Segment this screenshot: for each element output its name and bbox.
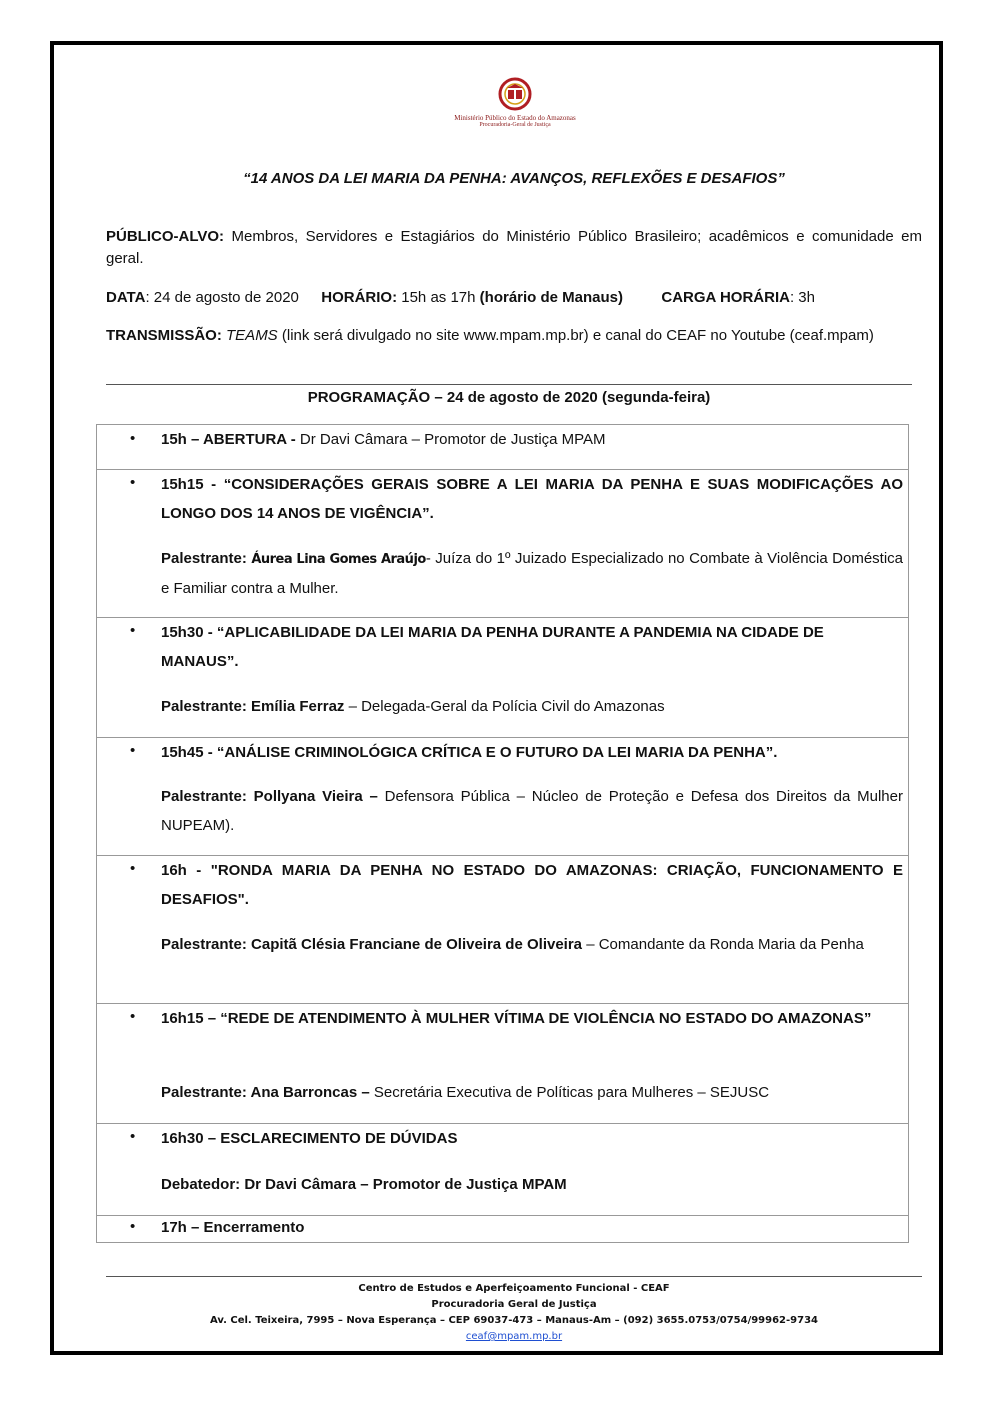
footer (106, 1281, 922, 1345)
bullet: • (130, 1008, 136, 1025)
item-heading: 15h15 - “CONSIDERAÇÕES GERAIS SOBRE A LEI MARIA DA PENHA E SUAS MODIFICAÇÕES AO LONGO DOS 14 ANOS DE VIGÊNCIA”. (161, 476, 903, 522)
speaker-name: Áurea Lina Gomes Araújo (251, 552, 426, 567)
speaker-line (161, 692, 903, 721)
bullet: • (130, 1128, 136, 1145)
publico-label: PÚBLICO-ALVO: (106, 228, 225, 245)
item-heading: 16h30 – ESCLARECIMENTO DE DÚVIDAS (161, 1130, 458, 1147)
item-heading: 15h – ABERTURA - (161, 431, 296, 448)
horario-note: (horário de Manaus) (479, 289, 624, 306)
data-value: : 24 de agosto de 2020 (145, 289, 299, 306)
speaker-line (161, 544, 903, 603)
speaker-label: Palestrante: Ana Barroncas – (161, 1084, 370, 1101)
speaker-role: – Comandante da Ronda Maria da Penha (582, 936, 864, 953)
speaker-role: Secretária Executiva de Políticas para Mulheres – SEJUSC (369, 1084, 770, 1101)
item-heading: 15h30 - “APLICABILIDADE DA LEI MARIA DA PENHA DURANTE A PANDEMIA NA CIDADE DE MANAUS”. (161, 624, 824, 670)
publico-text: Membros, Servidores e Estagiários do Ministério Público Brasileiro; acadêmicos e comunidade em geral. (106, 228, 922, 267)
speaker-line (161, 782, 903, 840)
divider (106, 384, 912, 385)
event-title: “14 ANOS DA LEI MARIA DA PENHA: AVANÇOS, REFLEXÕES E DESAFIOS” (243, 170, 785, 187)
speaker-label: Palestrante: (161, 550, 247, 567)
speaker-role: - Juíza do 1º Juizado Especializado no Combate à Violência Doméstica e Familiar contra a Mulher. (161, 550, 904, 597)
footer-divider (106, 1276, 922, 1277)
bullet: • (130, 742, 136, 759)
schedule-row (97, 470, 908, 618)
header-logo (440, 76, 590, 140)
speaker-label: Palestrante: Pollyana Vieira – (161, 788, 378, 805)
bullet: • (130, 474, 136, 491)
logo-org-sub: Procuradoria-Geral de Justiça (479, 122, 551, 128)
speaker-line (161, 1078, 903, 1107)
speaker-line (161, 930, 903, 959)
speaker-role: Defensora Pública – Núcleo de Proteção e Defesa dos Direitos da Mulher NUPEAM). (161, 788, 903, 834)
schedule-table (96, 424, 909, 1243)
item-heading: 16h - "RONDA MARIA DA PENHA NO ESTADO DO AMAZONAS: CRIAÇÃO, FUNCIONAMENTO E DESAFIOS". (161, 862, 903, 908)
publico-alvo (106, 226, 922, 270)
programacao-title: PROGRAMAÇÃO – 24 de agosto de 2020 (segunda-feira) (307, 389, 711, 406)
carga-value: : 3h (789, 289, 815, 306)
item-heading: 15h45 - “ANÁLISE CRIMINOLÓGICA CRÍTICA E O FUTURO DA LEI MARIA DA PENHA”. (161, 744, 778, 761)
schedule-row (97, 1216, 908, 1243)
footer-address: Av. Cel. Teixeira, 7995 – Nova Esperança – CEP 69037-473 – Manaus-Am – (092) 3655.0753/0754/99962-9734 (210, 1315, 818, 1326)
bullet: • (130, 430, 136, 447)
footer-email-link[interactable]: ceaf@mpam.mp.br (465, 1331, 563, 1342)
speaker-role: – Delegada-Geral da Polícia Civil do Amazonas (344, 698, 665, 715)
schedule-row (97, 738, 908, 856)
transmissao (106, 325, 922, 347)
bullet: • (130, 1218, 136, 1235)
carga-label: CARGA HORÁRIA (661, 289, 790, 306)
mpam-seal-icon (495, 76, 535, 112)
speaker-label: Palestrante: Capitã Clésia Franciane de Oliveira de Oliveira (161, 936, 583, 953)
transmissao-text: (link será divulgado no site www.mpam.mp.br) e canal do CEAF no Youtube (ceaf.mpam) (281, 327, 874, 344)
schedule-row (97, 618, 908, 738)
schedule-row (97, 425, 908, 470)
footer-org: Centro de Estudos e Aperfeiçoamento Funcional - CEAF (358, 1283, 670, 1294)
horario-value: 15h as 17h (401, 289, 476, 306)
item-detail: Dr Davi Câmara – Promotor de Justiça MPAM (295, 431, 606, 448)
transmissao-label: TRANSMISSÃO: (106, 327, 222, 344)
speaker-label: Palestrante: Emília Ferraz (161, 698, 345, 715)
event-info-line (106, 287, 922, 309)
bullet: • (130, 622, 136, 639)
schedule-row (97, 1124, 908, 1216)
item-heading: 17h – Encerramento (161, 1219, 305, 1236)
schedule-row (97, 856, 908, 1004)
transmissao-platform: TEAMS (226, 327, 278, 344)
footer-sub: Procuradoria Geral de Justiça (431, 1299, 597, 1310)
logo-org-name: Ministério Público do Estado do Amazonas (454, 114, 576, 122)
horario-label: HORÁRIO: (321, 289, 398, 306)
debatedor-line: Debatedor: Dr Davi Câmara – Promotor de Justiça MPAM (161, 1176, 567, 1193)
bullet: • (130, 860, 136, 877)
schedule-item-text (161, 425, 903, 454)
schedule-row (97, 1004, 908, 1124)
data-label: DATA (106, 289, 146, 306)
item-heading: 16h15 – “REDE DE ATENDIMENTO À MULHER VÍTIMA DE VIOLÊNCIA NO ESTADO DO AMAZONAS” (161, 1010, 872, 1027)
